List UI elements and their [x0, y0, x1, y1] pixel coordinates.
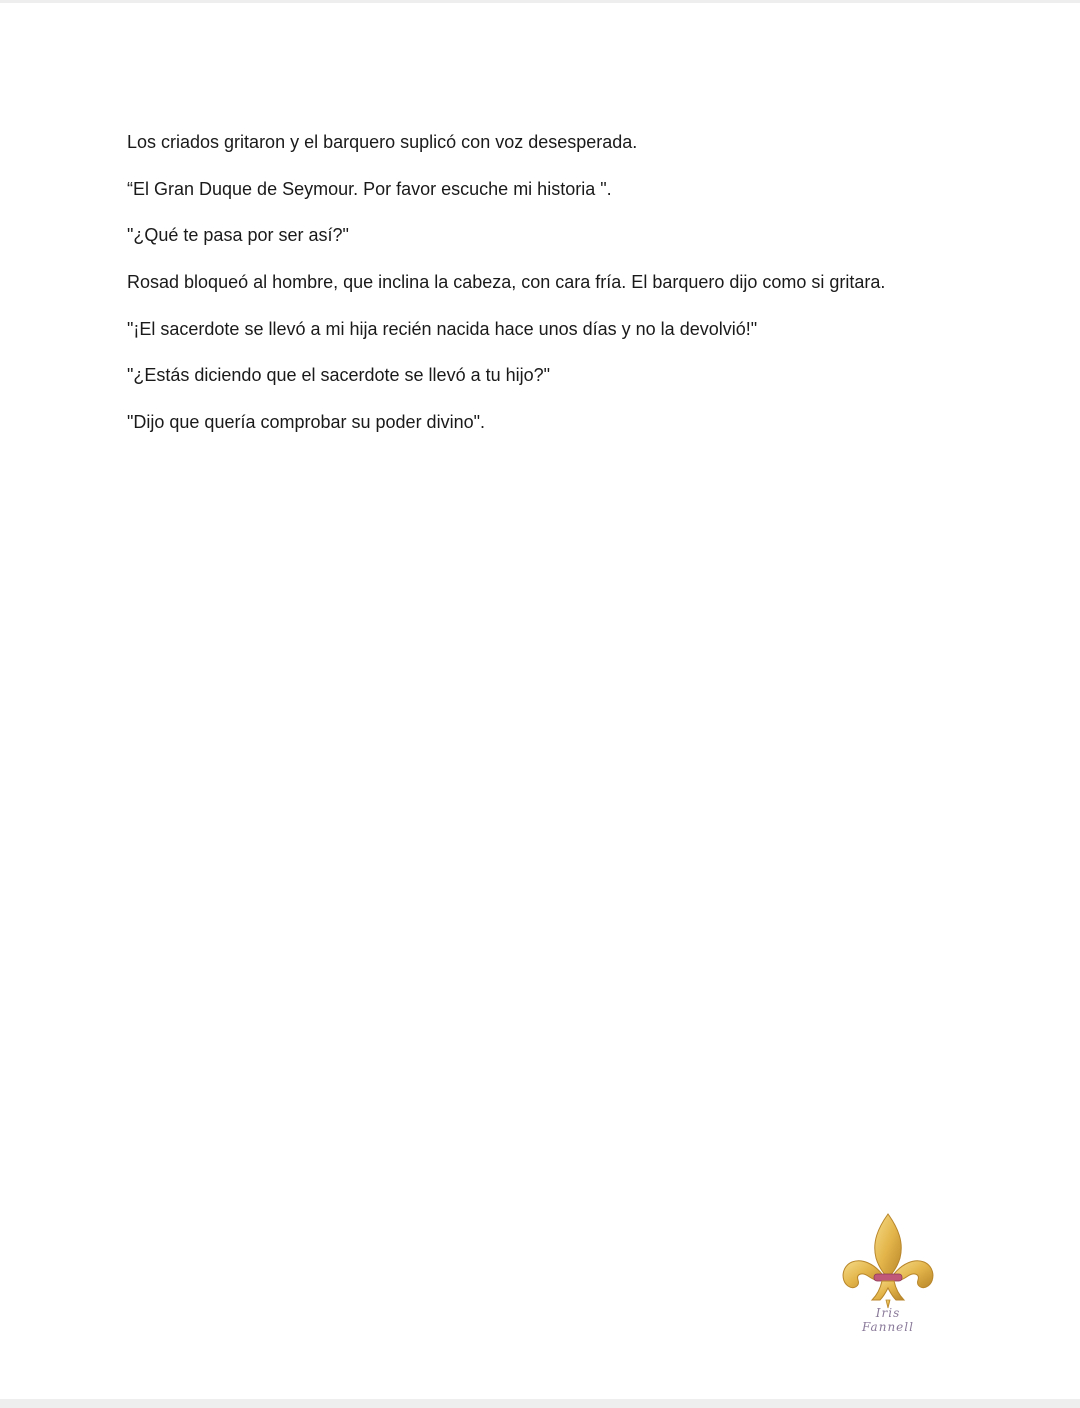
document-page — [0, 3, 1080, 1399]
paragraph: "¿Estás diciendo que el sacerdote se llevó a tu hijo?" — [127, 365, 551, 386]
paragraph: "¿Qué te pasa por ser así?" — [127, 225, 349, 246]
paragraph: Los criados gritaron y el barquero suplicó con voz desesperada. — [127, 132, 638, 152]
signature: Iris Fannell — [862, 1306, 914, 1334]
paragraph: "Dijo que quería comprobar su poder divino". — [127, 412, 485, 433]
document-body — [127, 128, 1007, 455]
paragraph: “El Gran Duque de Seymour. Por favor escuche mi historia ". — [127, 178, 612, 199]
paragraph: Rosad bloqueó al hombre, que inclina la cabeza, con cara fría. El barquero dijo como si gritara. — [127, 272, 886, 293]
paragraph: "¡El sacerdote se llevó a mi hija recién nacida hace unos días y no la devolvió!" — [127, 318, 758, 339]
